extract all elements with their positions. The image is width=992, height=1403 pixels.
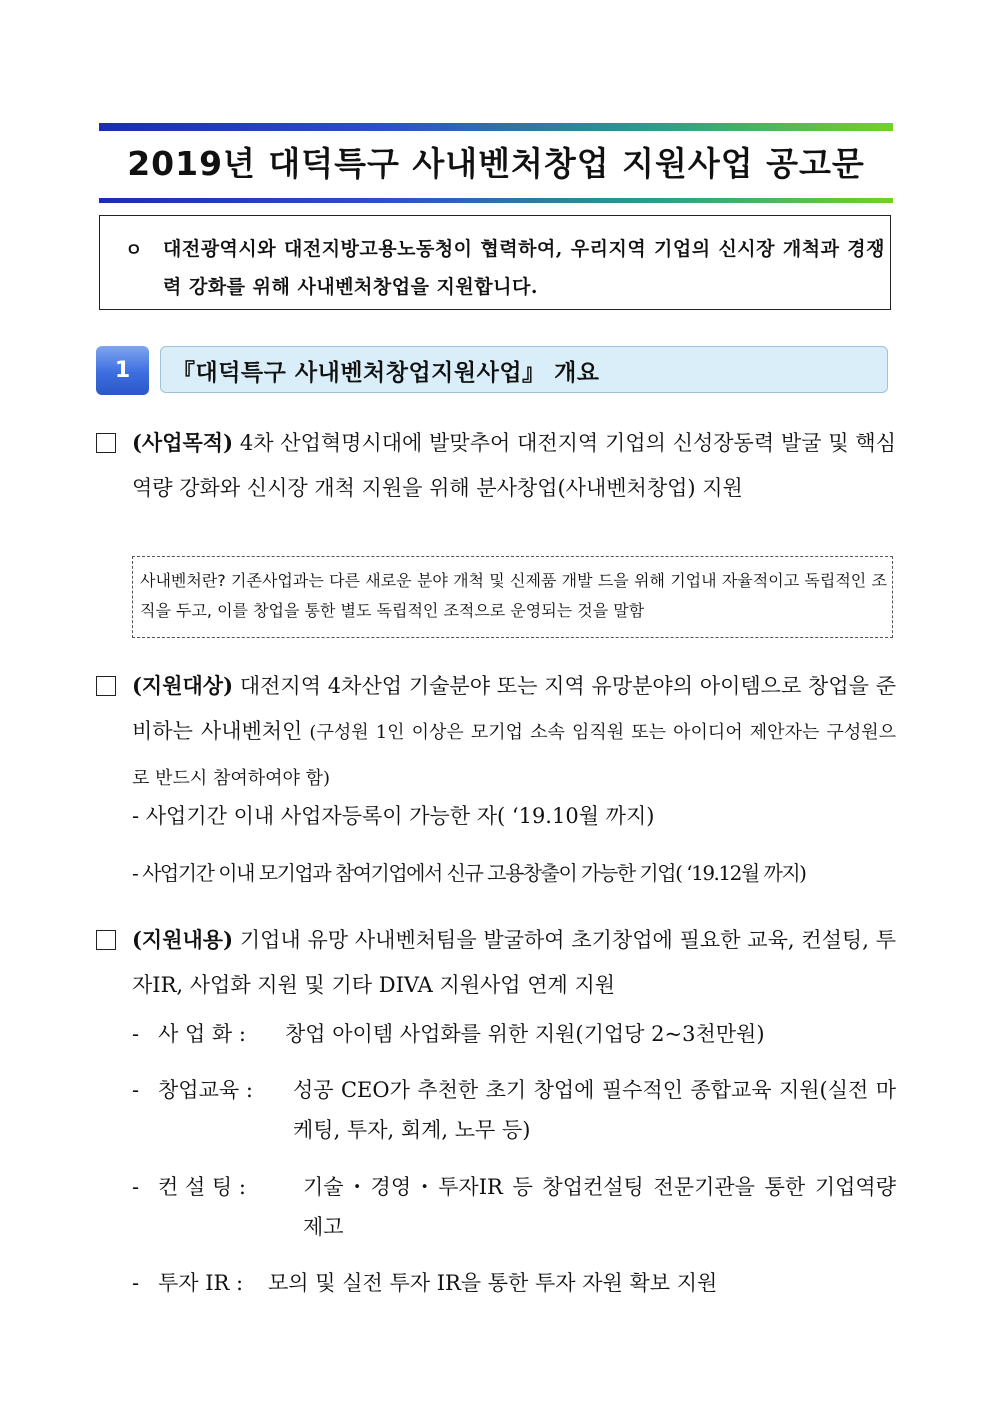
purpose-label: (사업목적) [132, 430, 234, 455]
target-paren: (구성원 1인 이상은 모기업 소속 임직원 또는 아이디어 제안자는 구성원으로 반드시 참여하여야 함) [132, 722, 896, 789]
content-item-label: 컨 설 팅 : [158, 1175, 246, 1199]
target-label: (지원대상) [132, 673, 234, 698]
content-item-value: 모의 및 실전 투자 IR을 통한 투자 자원 확보 지원 [268, 1271, 718, 1295]
content-item-dash: - [132, 1271, 140, 1295]
target-text: 대전지역 4차산업 기술분야 또는 지역 유망분야의 아이템으로 창업을 준비하는 사내벤처인 [132, 674, 896, 743]
target-item-1: - 사업기간 이내 사업자등록이 가능한 자( ‘19.10월 까지) [132, 804, 655, 828]
content-item-value: 성공 CEO가 추천한 초기 창업에 필수적인 종합교육 지원(실전 마케팅, 투자, 회계, 노무 등) [293, 1078, 896, 1142]
section-number-badge: 1 [96, 346, 149, 395]
content-item-value: 창업 아이템 사업화를 위한 지원(기업당 2~3천만원) [285, 1022, 765, 1046]
content-item-value: 기술・경영・투자IR 등 창업컨설팅 전문기관을 통한 기업역량 제고 [303, 1175, 896, 1239]
content-item-label: 사 업 화 : [158, 1022, 246, 1046]
content-item-label: 창업교육 : [158, 1078, 253, 1102]
target-paragraph [132, 663, 896, 801]
purpose-paragraph [132, 420, 896, 511]
content-item-dash: - [132, 1078, 140, 1102]
purpose-text: 4차 산업혁명시대에 발맞추어 대전지역 기업의 신성장동력 발굴 및 핵심역량 강화와 신시장 개척 지원을 위해 분사창업(사내벤처창업) 지원 [132, 431, 896, 500]
title-bottom-rule [99, 198, 893, 203]
note-text: 사내벤처란? 기존사업과는 다른 새로운 분야 개척 및 신제품 개발 드을 위해 기업내 자율적이고 독립적인 조직을 두고, 이를 창업을 통한 별도 독립적인 조적으로 운영되는 것을 말함 [140, 571, 887, 620]
section-heading: 『대덕특구 사내벤처창업지원사업』 개요 [172, 360, 600, 386]
content-item-dash: - [132, 1175, 140, 1199]
title-top-rule [99, 123, 893, 131]
page-title: 2019년 대덕특구 사내벤처창업 지원사업 공고문 [127, 144, 865, 183]
intro-text: 대전광역시와 대전지방고용노동청이 협력하여, 우리지역 기업의 신시장 개척과 경쟁력 강화를 위해 사내벤처창업을 지원합니다. [163, 238, 885, 298]
content-item-label: 투자 IR : [158, 1271, 244, 1295]
intro-bullet: ㅇ [125, 240, 143, 261]
checkbox-target [96, 676, 116, 696]
content-paragraph [132, 917, 896, 1008]
checkbox-purpose [96, 433, 116, 453]
checkbox-content [96, 930, 116, 950]
target-item-2: - 사업기간 이내 모기업과 참여기업에서 신규 고용창출이 가능한 기업( ‘19.12월 까지) [132, 861, 806, 885]
content-label: (지원내용) [132, 927, 234, 952]
content-item-dash: - [132, 1022, 140, 1046]
content-text: 기업내 유망 사내벤처팀을 발굴하여 초기창업에 필요한 교육, 컨설팅, 투자IR, 사업화 지원 및 기타 DIVA 지원사업 연계 지원 [132, 928, 896, 997]
